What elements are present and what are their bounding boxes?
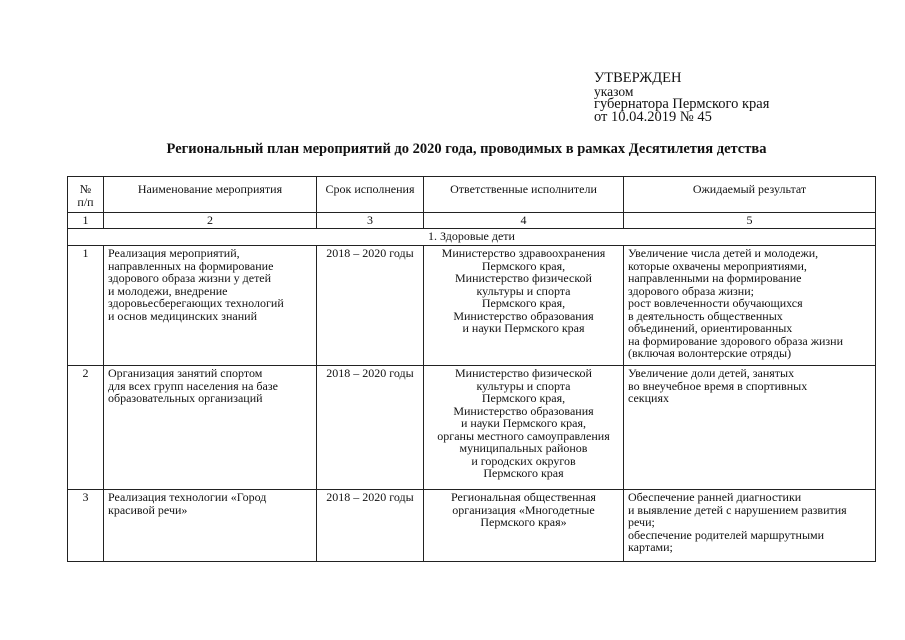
approval-heading: УТВЕРЖДЕН	[594, 70, 682, 86]
table-row	[68, 366, 876, 490]
event-name-line: здоровьесберегающих технологий	[108, 296, 284, 310]
header-term: Срок исполнения	[317, 177, 424, 213]
event-name-line: и основ медицинских знаний	[108, 308, 258, 323]
event-name	[104, 490, 317, 562]
document-title: Региональный план мероприятий до 2020 года, проводимых в рамках Десятилетия детства	[166, 141, 767, 157]
executor-line: и городских округов	[471, 453, 576, 468]
result-line: обеспечение родителей маршрутными	[628, 527, 825, 542]
event-name	[104, 366, 317, 490]
event-name-line: образовательных организаций	[108, 391, 263, 405]
approval-decree: указом	[594, 84, 634, 99]
event-name-line: здорового образа жизни у детей	[108, 271, 272, 285]
section-title: 1. Здоровые дети	[68, 229, 876, 246]
approval-date: от 10.04.2019 № 45	[594, 109, 712, 125]
header-executors: Ответственные исполнители	[424, 177, 624, 213]
header-number	[68, 177, 104, 213]
approval-authority: губернатора Пермского края	[594, 96, 770, 112]
executor-line: Министерство образования	[453, 403, 594, 418]
expected-result	[624, 246, 876, 366]
table-row	[68, 246, 876, 366]
event-name-line: красивой речи»	[108, 502, 188, 517]
row-number: 3	[68, 490, 104, 562]
executor-line: Министерство физической	[455, 366, 592, 380]
result-line: Увеличение доли детей, занятых	[628, 366, 795, 380]
header-number-symbol: №	[79, 182, 92, 196]
header-number-abbr: п/п	[77, 194, 94, 209]
executor-line: Региональная общественная	[451, 490, 596, 504]
header-event-name: Наименование мероприятия	[104, 177, 317, 213]
executor-line: Пермского края	[483, 466, 564, 480]
result-line: которые охвачены мероприятиями,	[628, 258, 807, 273]
plan-table	[67, 176, 876, 562]
result-line: картами;	[628, 540, 673, 554]
executors	[424, 246, 624, 366]
executors	[424, 490, 624, 562]
executor-line: Пермского края,	[481, 258, 566, 273]
term: 2018 – 2020 годы	[317, 366, 424, 490]
term: 2018 – 2020 годы	[317, 246, 424, 366]
event-name-line: Организация занятий спортом	[108, 366, 263, 380]
result-line: Увеличение числа детей и молодежи,	[628, 246, 819, 260]
table-row	[68, 490, 876, 562]
column-number-row	[68, 213, 876, 229]
result-line: (включая волонтерские отряды)	[628, 346, 792, 360]
header-result: Ожидаемый результат	[624, 177, 876, 213]
expected-result	[624, 490, 876, 562]
executor-line: Пермского края,	[481, 391, 566, 405]
result-line: секциях	[628, 391, 669, 405]
executor-line: Пермского края,	[481, 296, 566, 310]
result-line: объединений, ориентированных	[628, 321, 793, 335]
term: 2018 – 2020 годы	[317, 490, 424, 562]
executor-line: Министерство здравоохранения	[441, 246, 606, 260]
row-number: 2	[68, 366, 104, 490]
executor-line: органы местного самоуправления	[437, 428, 610, 443]
result-line: во внеучебное время в спортивных	[628, 378, 808, 393]
column-number: 3	[317, 213, 424, 229]
section-row	[68, 229, 876, 246]
result-line: и выявление детей с нарушением развития	[628, 502, 847, 517]
executors	[424, 366, 624, 490]
executor-line: и науки Пермского края	[462, 321, 585, 335]
result-line: речи;	[628, 515, 655, 529]
result-line: Обеспечение ранней диагностики	[628, 490, 802, 504]
row-number: 1	[68, 246, 104, 366]
result-line: в деятельность общественных	[628, 308, 783, 323]
executor-line: Министерство физической	[455, 271, 592, 285]
column-number: 1	[68, 213, 104, 229]
event-name-line: Реализация мероприятий,	[108, 246, 240, 260]
event-name-line: и молодежи, внедрение	[108, 283, 228, 298]
executor-line: и науки Пермского края,	[460, 416, 587, 430]
result-line: направленными на формирование	[628, 271, 802, 285]
executor-line: культуры и спорта	[476, 378, 571, 393]
executor-line: муниципальных районов	[459, 441, 588, 455]
approval-stamp	[594, 72, 769, 124]
header-row	[68, 177, 876, 213]
event-name-line: Реализация технологии «Город	[108, 490, 267, 504]
column-number: 2	[104, 213, 317, 229]
result-line: здорового образа жизни;	[628, 283, 754, 298]
result-line: на формирование здорового образа жизни	[628, 333, 843, 348]
expected-result	[624, 366, 876, 490]
executor-line: организация «Многодетные	[452, 502, 595, 517]
event-name	[104, 246, 317, 366]
executor-line: культуры и спорта	[476, 283, 571, 298]
event-name-line: направленных на формирование	[108, 258, 274, 273]
executor-line: Министерство образования	[453, 308, 594, 323]
column-number: 4	[424, 213, 624, 229]
event-name-line: для всех групп населения на базе	[108, 378, 278, 393]
executor-line: Пермского края»	[480, 515, 567, 529]
column-number: 5	[624, 213, 876, 229]
result-line: рост вовлеченности обучающихся	[628, 296, 803, 310]
